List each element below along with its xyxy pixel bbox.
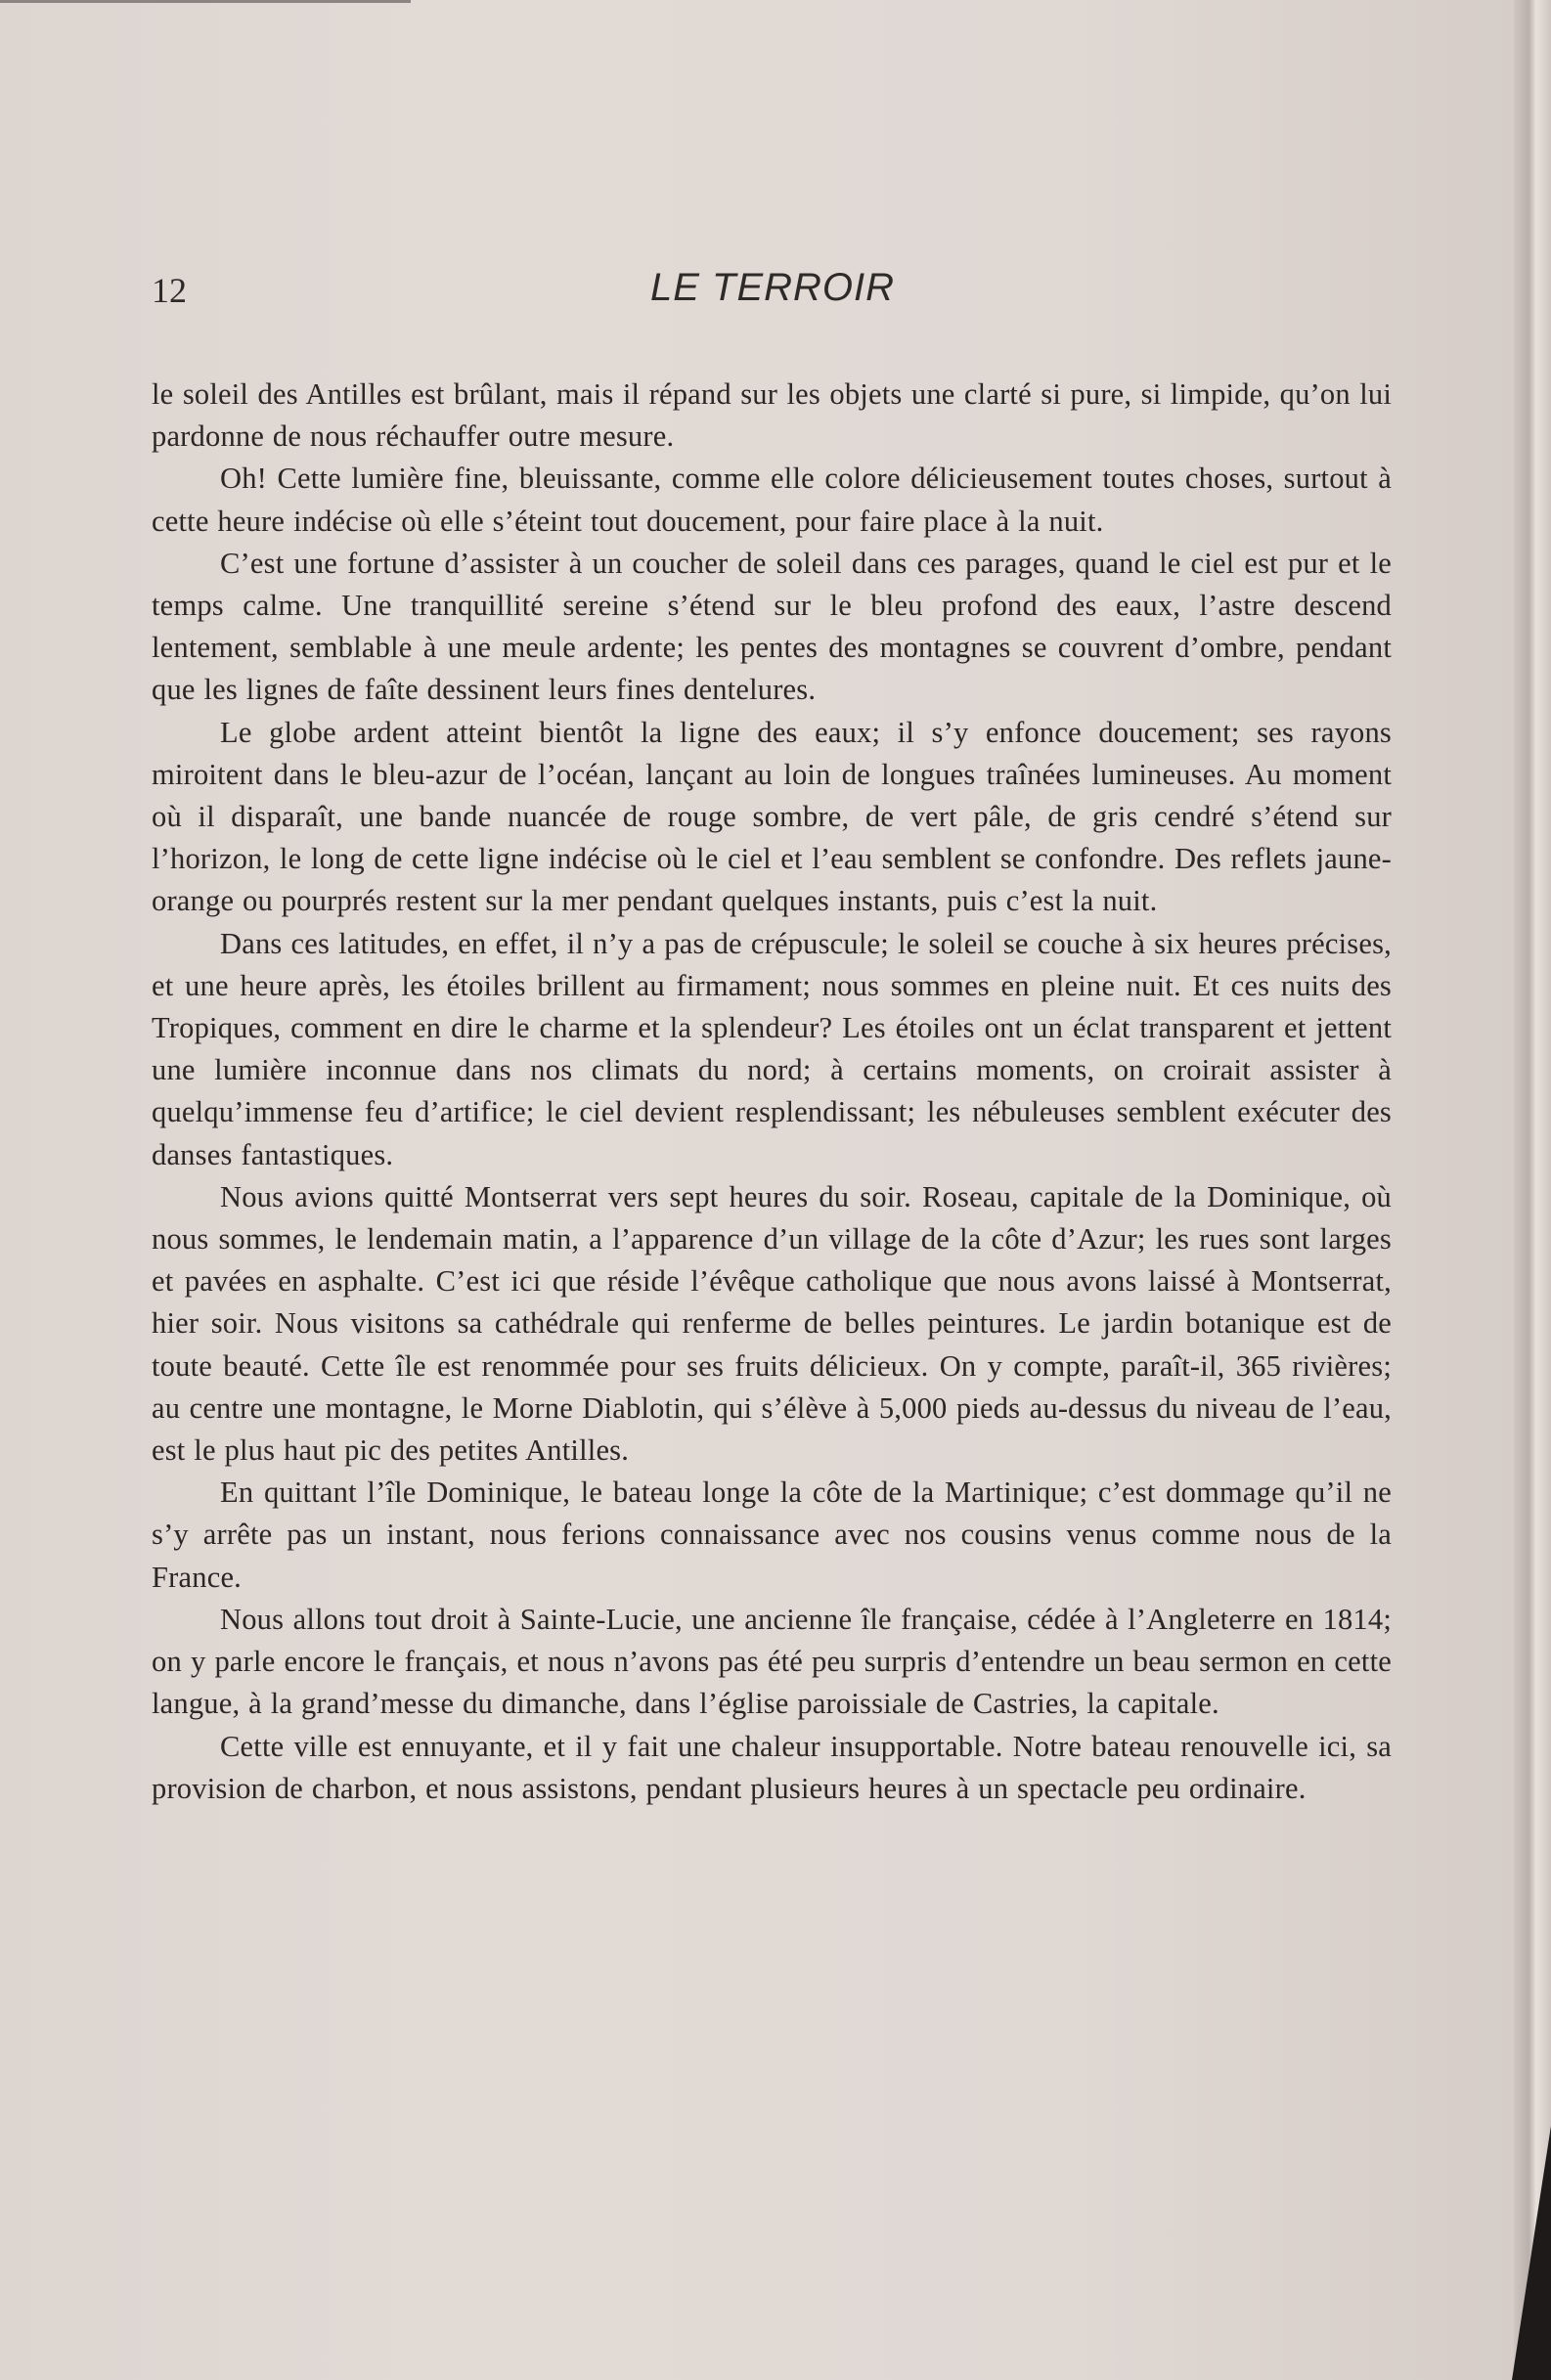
page-number: 12 [152,271,187,310]
paragraph: En quittant l’île Dominique, le bateau longe la côte de la Martinique; c’est dommage qu’il ne s’y arrête pas un instant, nous ferions connaissance avec nos cousins venus comme nous de la France. [152,1476,1392,1594]
paragraph: Oh! Cette lumière fine, bleuissante, comme elle colore délicieusement toutes choses, surtout à cette heure indécise où elle s’éteint tout doucement, pour faire place à la nuit. [152,462,1392,538]
paragraph: Le globe ardent atteint bientôt la ligne des eaux; il s’y enfonce doucement; ses rayons miroitent dans le bleu-azur de l’océan, lançant au loin de longues traînées lumineuses. Au moment où il disparaît, une bande nuancée de rouge sombre, de vert pâle, de gris cendré s’étend sur l’horizon, le long de cette ligne indécise où le ciel et l’eau semblent se confondre. Des reflets jaune-orange ou pourprés restent sur la mer pendant quelques instants, puis c’est la nuit. [152,715,1392,918]
page-gutter-edge [1514,0,1551,2380]
paragraph: C’est une fortune d’assister à un coucher de soleil dans ces parages, quand le ciel est pur et le temps calme. Une tranquillité sereine s’étend sur le bleu profond des eaux, l’astre descend lentement, semblable à une meule ardente; les pentes des montagnes se couvrent d’ombre, pendant que les lignes de faîte dessinent leurs fines dentelures. [152,546,1392,707]
paragraph: Nous avions quitté Montserrat vers sept heures du soir. Roseau, capitale de la Dominique, où nous sommes, le lendemain matin, a l’apparence d’un village de la côte d’Azur; les rues sont larges et pavées en asphalte. C’est ici que réside l’évêque catholique que nous avons laissé à Montserrat, hier soir. Nous visitons sa cathédrale qui renferme de belles peintures. Le jardin botanique est de toute beauté. Cette île est renommée pour ses fruits délicieux. On y compte, paraît-il, 365 rivières; au centre une montagne, le Morne Diablotin, qui s’élève à 5,000 pieds au-dessus du niveau de l’eau, est le plus haut pic des petites Antilles. [152,1179,1392,1468]
page-header [152,266,1394,325]
body-text [152,374,1392,1810]
top-rule [0,0,411,3]
running-title: LE TERROIR [649,266,896,309]
paragraph: Cette ville est ennuyante, et il y fait une chaleur insupportable. Notre bateau renouvelle ici, sa provision de charbon, et nous assistons, pendant plusieurs heures à un spectacle peu ordinaire. [152,1729,1392,1805]
corner-shadow [1512,2126,1551,2380]
paragraph: Dans ces latitudes, en effet, il n’y a pas de crépuscule; le soleil se couche à six heures précises, et une heure après, les étoiles brillent au firmament; nous sommes en pleine nuit. Et ces nuits des Tropiques, comment en dire le charme et la splendeur? Les étoiles ont un éclat transparent et jettent une lumière inconnue dans nos climats du nord; à certains moments, on croirait assister à quelqu’immense feu d’artifice; le ciel devient resplendissant; les nébuleuses semblent exécuter des danses fantastiques. [152,926,1392,1171]
paragraph: Nous allons tout droit à Sainte-Lucie, une ancienne île française, cédée à l’Angleterre en 1814; on y parle encore le français, et nous n’avons pas été peu surpris d’entendre un beau sermon en cette langue, à la grand’messe du dimanche, dans l’église paroissiale de Castries, la capitale. [152,1602,1392,1721]
paragraph: le soleil des Antilles est brûlant, mais il répand sur les objets une clarté si pure, si limpide, qu’on lui pardonne de nous réchauffer outre mesure. [152,377,1392,454]
